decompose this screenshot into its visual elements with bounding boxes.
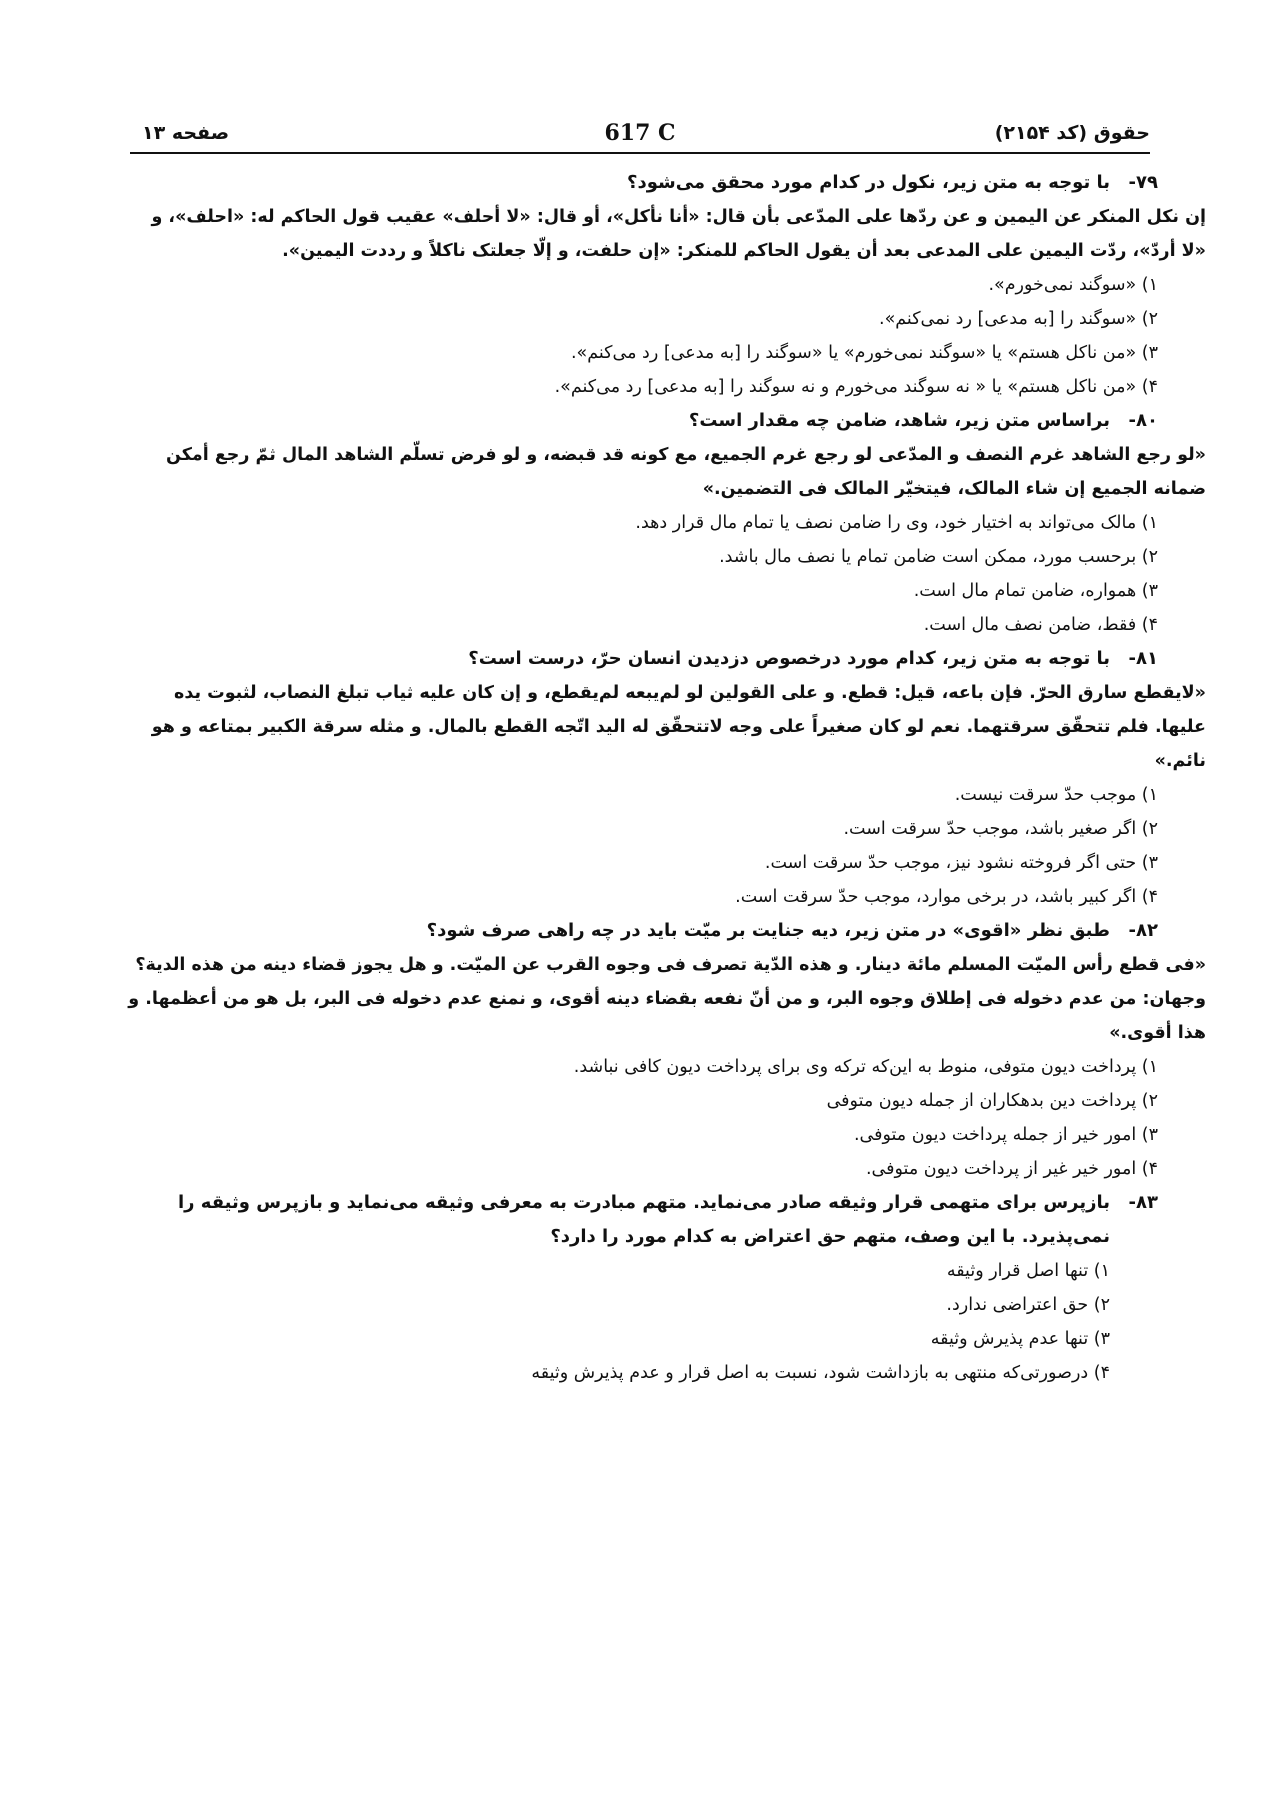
question-80 — [128, 404, 1206, 642]
option-1: ۱) پرداخت دیون متوفی، منوط به این‌که ترکه وی برای پرداخت دیون کافی نباشد. — [573, 1057, 1158, 1077]
arabic-passage: «لو رجع الشاهد غرم النصف و المدّعی لو رجع غرم الجمیع، مع کونه قد قبضه، و لو فرض تسلّم الشاهد المال ثمّ رجع أمکن ضمانه الجمیع إن شاء المالک، فیتخیّر المالک فی التضمین.» — [165, 445, 1206, 499]
question-text: بازپرس برای متهمی قرار وثیقه صادر می‌نماید. متهم مبادرت به معرفی وثیقه می‌نماید و بازپرس وثیقه را نمی‌پذیرد. با این وصف، متهم حق اعتراض به کدام مورد را دارد؟ — [177, 1192, 1110, 1247]
option-3: ۳) حتی اگر فروخته نشود نیز، موجب حدّ سرقت است. — [764, 853, 1158, 873]
option-3: ۳) تنها عدم پذیرش وثیقه — [930, 1329, 1110, 1349]
option-2: ۲) پرداخت دین بدهکاران از جمله دیون متوفی — [826, 1091, 1158, 1111]
option-4: ۴) امور خیر غیر از پرداخت دیون متوفی. — [865, 1159, 1158, 1179]
option-2: ۲) اگر صغیر باشد، موجب حدّ سرقت است. — [843, 819, 1158, 839]
arabic-passage: «لایقطع سارق الحرّ. فإن باعه، قیل: قطع. و علی القولین لو لم‌یبعه لم‌یقطع، و إن کان علیه ثیاب تبلغ النصاب، لثبوت یده علیها. فلم تتحقّق سرقتهما. نعم لو کان صغیراً علی وجه لاتتحقّق له الید اتّجه القطع بالمال. و مثله سرقة الکبیر بمتاعه و هو نائم.» — [151, 683, 1206, 771]
question-text: طبق نظر «اقوی» در متن زیر، دیه جنایت بر میّت باید در چه راهی صرف شود؟ — [426, 920, 1110, 941]
arabic-passage: إن نکل المنکر عن الیمین و عن ردّها علی المدّعی بأن قال: «أنا نأکل»، أو قال: «لا أحلف» عقیب قول الحاکم له: «احلف»، و «لا أردّ»، ردّت الیمین علی المدعی بعد أن یقول الحاکم للمنکر: «إن حلفت، و إلّا جعلتک ناکلاً و رددت الیمین». — [151, 207, 1206, 261]
option-2: ۲) برحسب مورد، ممکن است ضامن تمام یا نصف مال باشد. — [719, 547, 1158, 567]
option-3: ۳) امور خیر از جمله پرداخت دیون متوفی. — [853, 1125, 1158, 1145]
question-83 — [128, 1186, 1158, 1390]
option-4: ۴) درصورتی‌که منتهی به بازداشت شود، نسبت به اصل قرار و عدم پذیرش وثیقه — [531, 1363, 1110, 1383]
options-list — [128, 778, 1158, 914]
questions-container — [128, 166, 1206, 1390]
page-number: صفحه ۱۳ — [142, 122, 230, 144]
question-81 — [128, 642, 1206, 914]
question-text: با توجه به متن زیر، نکول در کدام مورد محقق می‌شود؟ — [627, 172, 1110, 193]
question-number: ۸۳- — [1128, 1192, 1158, 1213]
question-82 — [128, 914, 1206, 1186]
option-1: ۱) تنها اصل قرار وثیقه — [946, 1261, 1110, 1281]
subject-label: حقوق (کد ۲۱۵۴) — [994, 122, 1150, 144]
option-4: ۴) اگر کبیر باشد، در برخی موارد، موجب حدّ سرقت است. — [735, 887, 1158, 907]
option-2: ۲) «سوگند را [به مدعی] رد نمی‌کنم». — [879, 309, 1158, 329]
options-list — [128, 268, 1158, 404]
question-text: براساس متن زیر، شاهد، ضامن چه مقدار است؟ — [688, 410, 1110, 431]
option-1: ۱) «سوگند نمی‌خورم». — [988, 275, 1158, 295]
booklet-code: 617 C — [604, 120, 676, 146]
question-text: با توجه به متن زیر، کدام مورد درخصوص دزدیدن انسان حرّ، درست است؟ — [468, 648, 1110, 669]
option-4: ۴) فقط، ضامن نصف مال است. — [923, 615, 1158, 635]
options-list — [128, 506, 1158, 642]
question-number: ۸۰- — [1128, 410, 1158, 431]
question-79 — [128, 166, 1206, 404]
page-header — [130, 112, 1150, 154]
question-number: ۸۲- — [1128, 920, 1158, 941]
options-list — [128, 1254, 1110, 1390]
arabic-passage: «فی قطع رأس المیّت المسلم مائة دینار. و هذه الدّیة تصرف فی وجوه القرب عن المیّت. و هل یجوز قضاء دینه من هذه الدیة؟ وجهان: من عدم دخوله فی إطلاق وجوه البر، و من أنّ نفعه بقضاء دینه أقوی، و نمنع عدم دخوله فی البر، بل هو من أعظمها. و هذا أقوی.» — [128, 955, 1206, 1043]
question-number: ۸۱- — [1128, 648, 1158, 669]
option-1: ۱) موجب حدّ سرقت نیست. — [954, 785, 1158, 805]
options-list — [128, 1050, 1158, 1186]
option-3: ۳) همواره، ضامن تمام مال است. — [913, 581, 1158, 601]
question-number: ۷۹- — [1128, 172, 1158, 193]
option-3: ۳) «من ناکل هستم» یا «سوگند نمی‌خورم» یا «سوگند را [به مدعی] رد می‌کنم». — [570, 343, 1158, 363]
option-4: ۴) «من ناکل هستم» یا « نه سوگند می‌خورم و نه سوگند را [به مدعی] رد می‌کنم». — [554, 377, 1158, 397]
option-2: ۲) حق اعتراضی ندارد. — [946, 1295, 1110, 1315]
option-1: ۱) مالک می‌تواند به اختیار خود، وی را ضامن نصف یا تمام مال قرار دهد. — [635, 513, 1158, 533]
